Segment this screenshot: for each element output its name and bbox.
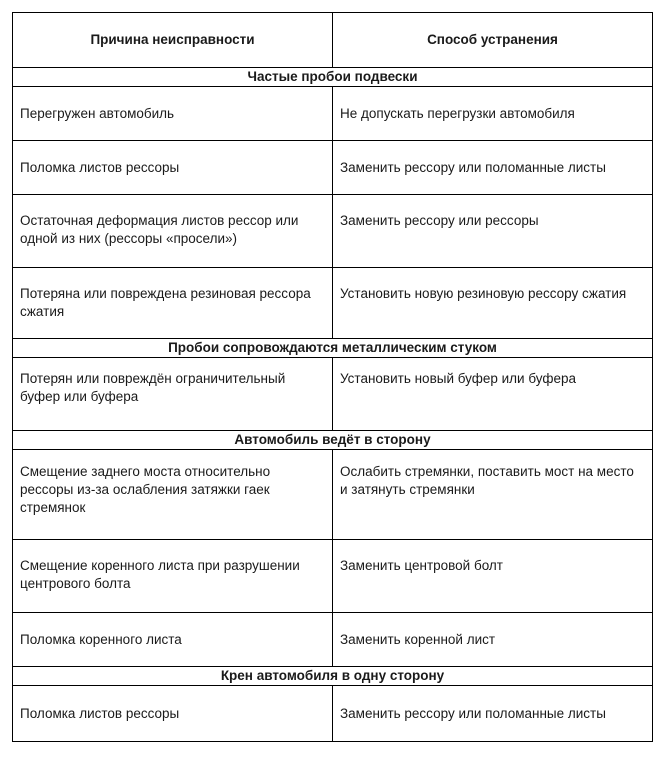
section-row — [13, 667, 653, 686]
troubleshooting-table — [12, 12, 653, 742]
section-row — [13, 68, 653, 87]
section-title: Крен автомобиля в одну сторону — [13, 667, 653, 686]
header-row — [13, 13, 653, 68]
fix-cell: Заменить рессору или рессоры — [333, 195, 653, 268]
cause-cell: Поломка листов рессоры — [13, 686, 333, 742]
cause-cell: Перегружен автомобиль — [13, 87, 333, 141]
cause-cell: Остаточная деформация листов рессор или одной из них (рессоры «просели») — [13, 195, 333, 268]
table-row — [13, 268, 653, 339]
table-row — [13, 540, 653, 613]
cause-cell: Потеряна или повреждена резиновая рессора сжатия — [13, 268, 333, 339]
fix-cell: Заменить рессору или поломанные листы — [333, 141, 653, 195]
header-cause: Причина неисправности — [13, 13, 333, 68]
table-row — [13, 87, 653, 141]
fix-cell: Заменить центровой болт — [333, 540, 653, 613]
section-row — [13, 339, 653, 358]
section-title: Пробои сопровождаются металлическим стуком — [13, 339, 653, 358]
table-row — [13, 686, 653, 742]
table-row — [13, 450, 653, 540]
cause-cell: Поломка коренного листа — [13, 613, 333, 667]
fix-cell: Заменить рессору или поломанные листы — [333, 686, 653, 742]
fix-cell: Ослабить стремянки, поставить мост на место и затянуть стремянки — [333, 450, 653, 540]
table-row — [13, 358, 653, 431]
table-row — [13, 195, 653, 268]
header-fix: Способ устранения — [333, 13, 653, 68]
fix-cell: Установить новый буфер или буфера — [333, 358, 653, 431]
cause-cell: Поломка листов рессоры — [13, 141, 333, 195]
cause-cell: Потерян или повреждён ограничительный буфер или буфера — [13, 358, 333, 431]
table-row — [13, 613, 653, 667]
section-title: Частые пробои подвески — [13, 68, 653, 87]
table-row — [13, 141, 653, 195]
fix-cell: Установить новую резиновую рессору сжатия — [333, 268, 653, 339]
fix-cell: Заменить коренной лист — [333, 613, 653, 667]
section-title: Автомобиль ведёт в сторону — [13, 431, 653, 450]
troubleshooting-table-wrapper — [12, 12, 652, 742]
cause-cell: Смещение заднего моста относительно рессоры из-за ослабления затяжки гаек стремянок — [13, 450, 333, 540]
section-row — [13, 431, 653, 450]
cause-cell: Смещение коренного листа при разрушении центрового болта — [13, 540, 333, 613]
fix-cell: Не допускать перегрузки автомобиля — [333, 87, 653, 141]
